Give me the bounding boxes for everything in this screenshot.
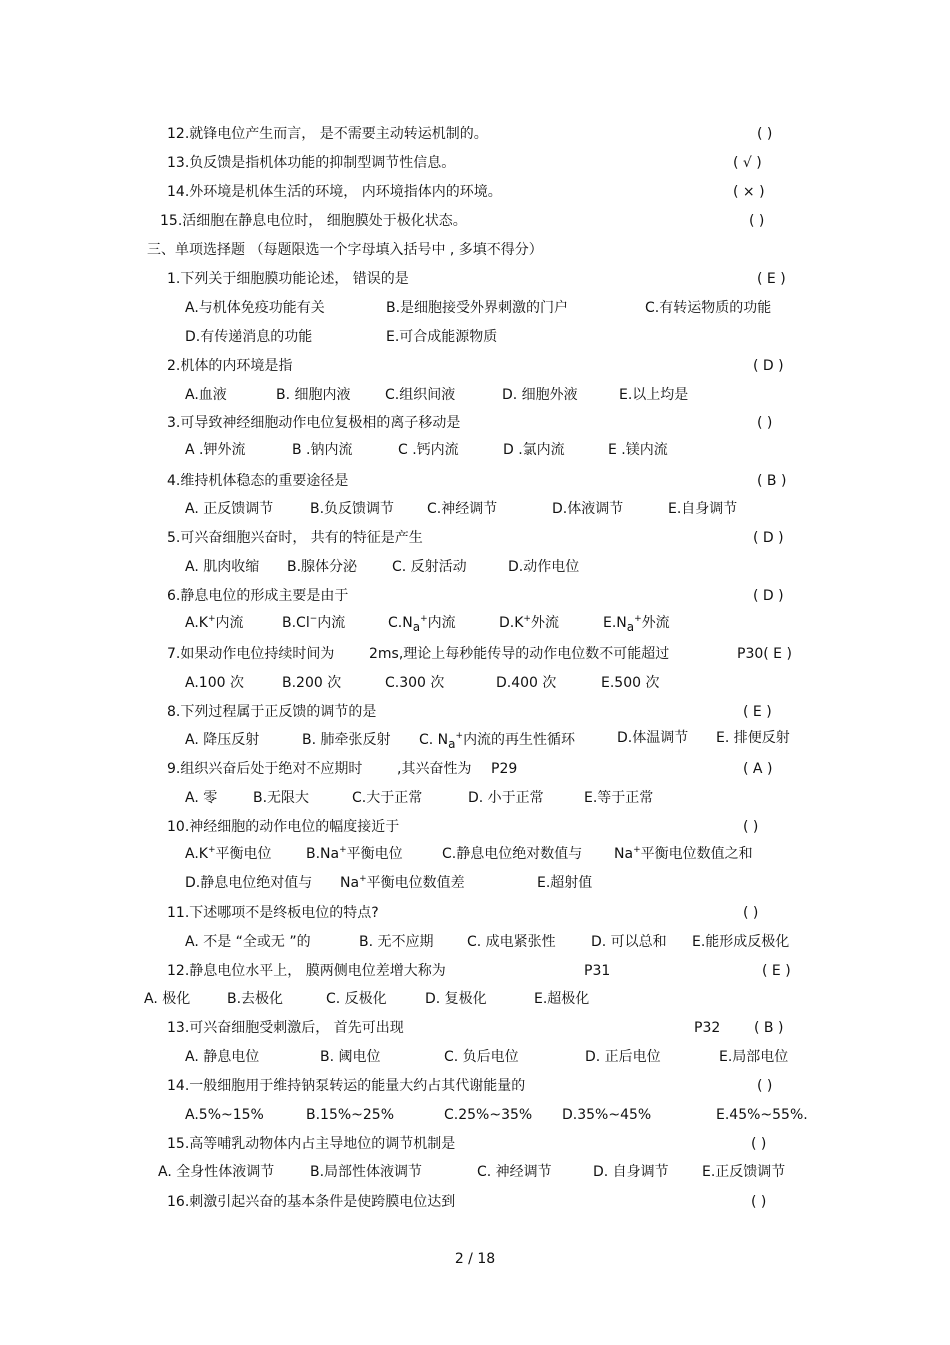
q10-b-text: B.Na (306, 846, 340, 862)
q10-c2-sup: + (633, 845, 641, 855)
q15-answer: ( ) (751, 1136, 767, 1152)
q12-page-ref: P31 (584, 963, 611, 979)
q10-option-d: D.静息电位绝对值与 (185, 875, 313, 891)
tf-answer-14: ( × ) (733, 184, 765, 200)
q6-c-sub: a (412, 620, 421, 634)
q7-stem: 7.如果动作电位持续时间为 (167, 646, 335, 662)
q5-answer: ( D ) (753, 530, 784, 546)
q2-option-e: E.以上均是 (619, 387, 689, 403)
q13-option-a: A. 静息电位 (185, 1049, 260, 1065)
q8-c-sub: a (448, 737, 456, 751)
q6-a-post: 内流 (215, 615, 244, 631)
q6-e-text: E.N (603, 615, 627, 631)
q6-e-sup: + (634, 614, 642, 624)
q10-d2-sup: + (359, 874, 367, 884)
q3-option-a: A .钾外流 (185, 442, 246, 458)
q11-stem: 11.下述哪项不是终板电位的特点? (167, 905, 379, 921)
q9-answer: ( A ) (743, 761, 773, 777)
q2-stem: 2.机体的内环境是指 (167, 358, 293, 374)
q12-option-a: A. 极化 (144, 991, 191, 1007)
q4-answer: ( B ) (757, 473, 787, 489)
q8-option-a: A. 降压反射 (185, 732, 260, 748)
q14-stem: 14.一般细胞用于维持钠泵转运的能量大约占其代谢能量的 (167, 1078, 526, 1094)
q6-c-post: 内流 (427, 615, 456, 631)
q2-answer: ( D ) (753, 358, 784, 374)
q4-option-b: B.负反馈调节 (310, 501, 395, 517)
q13-option-e: E.局部电位 (719, 1049, 789, 1065)
page-number: 2 / 18 (454, 1251, 496, 1267)
q7-option-c: C.300 次 (385, 675, 445, 691)
q3-option-b: B .钠内流 (292, 442, 353, 458)
q10-d2-post: 平衡电位数值差 (366, 875, 465, 891)
q7-answer: P30( E ) (737, 646, 792, 662)
q6-stem: 6.静息电位的形成主要是由于 (167, 588, 349, 604)
q12-option-d: D. 复极化 (425, 991, 487, 1007)
q2-option-b: B. 细胞内液 (276, 387, 351, 403)
section-heading: 三、单项选择题 （每题限选一个字母填入括号中 , 多填不得分） (147, 242, 543, 258)
q1-option-a: A.与机体免疫功能有关 (185, 300, 325, 316)
q6-d-sup: + (523, 614, 531, 624)
q10-a-sup: + (207, 845, 216, 855)
q1-option-c: C.有转运物质的功能 (645, 300, 772, 316)
q3-option-e: E .镁内流 (608, 442, 668, 458)
q1-stem: 1.下列关于细胞膜功能论述， 错误的是 (167, 271, 409, 287)
q11-option-e: E.能形成反极化 (692, 934, 790, 950)
tf-question-12: 12.就锋电位产生而言， 是不需要主动转运机制的。 (167, 126, 488, 142)
q14-answer: ( ) (757, 1078, 773, 1094)
q7-option-d: D.400 次 (496, 675, 557, 691)
q8-option-d: D.体温调节 (617, 730, 689, 746)
q5-option-b: B.腺体分泌 (287, 559, 358, 575)
q6-e-sub: a (626, 620, 635, 634)
q14-option-d: D.35%~45% (562, 1107, 652, 1123)
q15-stem: 15.高等哺乳动物体内占主导地位的调节机制是 (167, 1136, 456, 1152)
q13-stem: 13.可兴奋细胞受刺激后， 首先可出现 (167, 1020, 404, 1036)
q15-option-e: E.正反馈调节 (702, 1164, 786, 1180)
q9-option-c: C.大于正常 (352, 790, 423, 806)
q10-option-b (306, 845, 403, 863)
q16-answer: ( ) (751, 1194, 767, 1210)
q10-b-sup: + (339, 845, 347, 855)
tf-question-13: 13.负反馈是指机体功能的抑制型调节性信息。 (167, 155, 456, 171)
q6-b-text: B.Cl (282, 615, 310, 631)
tf-question-15: 15.活细胞在静息电位时， 细胞膜处于极化状态。 (160, 213, 467, 229)
q2-option-a: A.血液 (185, 387, 227, 403)
q6-c-sup: + (420, 614, 428, 624)
q10-option-a (185, 845, 272, 863)
q1-option-e: E.可合成能源物质 (386, 329, 498, 345)
q1-answer: ( E ) (757, 271, 786, 287)
q8-c-post: 内流的再生性循环 (463, 732, 576, 748)
q16-stem: 16.刺激引起兴奋的基本条件是使跨膜电位达到 (167, 1194, 456, 1210)
q8-option-c (419, 731, 575, 749)
q13-answer: ( B ) (754, 1020, 784, 1036)
q10-option-c-cont (614, 845, 753, 863)
q12-answer: ( E ) (762, 963, 791, 979)
q15-option-c: C. 神经调节 (477, 1164, 552, 1180)
q6-option-d (499, 614, 559, 632)
q2-option-d: D. 细胞外液 (502, 387, 578, 403)
q6-c-text: C.N (388, 615, 413, 631)
q15-option-d: D. 自身调节 (593, 1164, 669, 1180)
q13-option-d: D. 正后电位 (585, 1049, 661, 1065)
q15-option-b: B.局部性体液调节 (310, 1164, 423, 1180)
q8-option-b: B. 肺牵张反射 (302, 732, 391, 748)
q12-stem: 12.静息电位水平上， 膜两侧电位差增大称为 (167, 963, 446, 979)
q8-c-text: C. N (419, 732, 449, 748)
q6-option-e (603, 614, 670, 632)
q4-option-a: A. 正反馈调节 (185, 501, 274, 517)
q10-option-c: C.静息电位绝对数值与 (442, 846, 583, 862)
q13-page-ref: P32 (694, 1020, 721, 1036)
q9-option-d: D. 小于正常 (468, 790, 544, 806)
q11-option-a: A. 不是 “全或无 ”的 (185, 934, 311, 950)
q10-option-e: E.超射值 (537, 875, 593, 891)
q3-stem: 3.可导致神经细胞动作电位复极相的离子移动是 (167, 415, 461, 431)
q10-d2-text: Na (340, 875, 360, 891)
q13-option-c: C. 负后电位 (444, 1049, 519, 1065)
q1-option-b: B.是细胞接受外界刺激的门户 (386, 300, 569, 316)
q14-option-a: A.5%~15% (185, 1107, 264, 1123)
q8-option-e: E. 排便反射 (716, 730, 790, 746)
q8-answer: ( E ) (743, 704, 772, 720)
q5-stem: 5.可兴奋细胞兴奋时， 共有的特征是产生 (167, 530, 423, 546)
q1-option-d: D.有传递消息的功能 (185, 329, 313, 345)
q10-a-text: A.K (185, 846, 208, 862)
q13-option-b: B. 阈电位 (320, 1049, 381, 1065)
q7-option-b: B.200 次 (282, 675, 342, 691)
q10-answer: ( ) (743, 819, 759, 835)
q6-b-post: 内流 (317, 615, 346, 631)
q5-option-d: D.动作电位 (508, 559, 580, 575)
q12-option-e: E.超极化 (534, 991, 590, 1007)
q10-c2-post: 平衡电位数值之和 (640, 846, 753, 862)
q11-option-d: D. 可以总和 (591, 934, 667, 950)
q2-option-c: C.组织间液 (385, 387, 456, 403)
tf-answer-13: ( √ ) (733, 155, 762, 171)
tf-question-14: 14.外环境是机体生活的环境， 内环境指体内的环境。 (167, 184, 502, 200)
q7-option-e: E.500 次 (601, 675, 660, 691)
q6-option-c (388, 614, 456, 632)
q9-stem-cont: ,其兴奋性为 (397, 761, 472, 777)
q10-stem: 10.神经细胞的动作电位的幅度接近于 (167, 819, 400, 835)
q6-a-text: A.K (185, 615, 208, 631)
q6-option-a (185, 614, 244, 632)
q9-option-b: B.无限大 (253, 790, 310, 806)
q4-option-d: D.体液调节 (552, 501, 624, 517)
q9-option-e: E.等于正常 (584, 790, 654, 806)
q12-option-b: B.去极化 (227, 991, 284, 1007)
q7-stem-cont: 2ms,理论上每秒能传导的动作电位数不可能超过 (369, 646, 670, 662)
q10-b-post: 平衡电位 (346, 846, 403, 862)
q6-d-post: 外流 (530, 615, 559, 631)
q10-a-post: 平衡电位 (215, 846, 272, 862)
q6-answer: ( D ) (753, 588, 784, 604)
q6-a-sup: + (207, 614, 216, 624)
q3-option-d: D .氯内流 (503, 442, 565, 458)
q14-option-e: E.45%~55%. (716, 1107, 808, 1123)
tf-answer-15: ( ) (749, 213, 765, 229)
q4-option-e: E.自身调节 (668, 501, 738, 517)
q12-option-c: C. 反极化 (326, 991, 387, 1007)
q14-option-c: C.25%~35% (444, 1107, 533, 1123)
q5-option-c: C. 反射活动 (392, 559, 467, 575)
q10-option-d-cont (340, 874, 465, 892)
q8-c-sup: + (455, 731, 464, 741)
q9-page-ref: P29 (491, 761, 518, 777)
q6-e-post: 外流 (641, 615, 670, 631)
q15-option-a: A. 全身性体液调节 (158, 1164, 275, 1180)
q4-stem: 4.维持机体稳态的重要途径是 (167, 473, 349, 489)
q10-c2-text: Na (614, 846, 634, 862)
q4-option-c: C.神经调节 (427, 501, 498, 517)
q11-option-c: C. 成电紧张性 (467, 934, 556, 950)
q9-stem: 9.组织兴奋后处于绝对不应期时 (167, 761, 363, 777)
q11-answer: ( ) (743, 905, 759, 921)
tf-answer-12: ( ) (757, 126, 773, 142)
q5-option-a: A. 肌肉收缩 (185, 559, 260, 575)
q3-option-c: C .钙内流 (398, 442, 459, 458)
q7-option-a: A.100 次 (185, 675, 244, 691)
q9-option-a: A. 零 (185, 790, 218, 806)
q11-option-b: B. 无不应期 (359, 934, 434, 950)
q3-answer: ( ) (757, 415, 773, 431)
q14-option-b: B.15%~25% (306, 1107, 395, 1123)
q8-stem: 8.下列过程属于正反馈的调节的是 (167, 704, 377, 720)
q6-d-text: D.K (499, 615, 524, 631)
q6-b-sup: − (309, 614, 318, 624)
q6-option-b (282, 614, 345, 632)
